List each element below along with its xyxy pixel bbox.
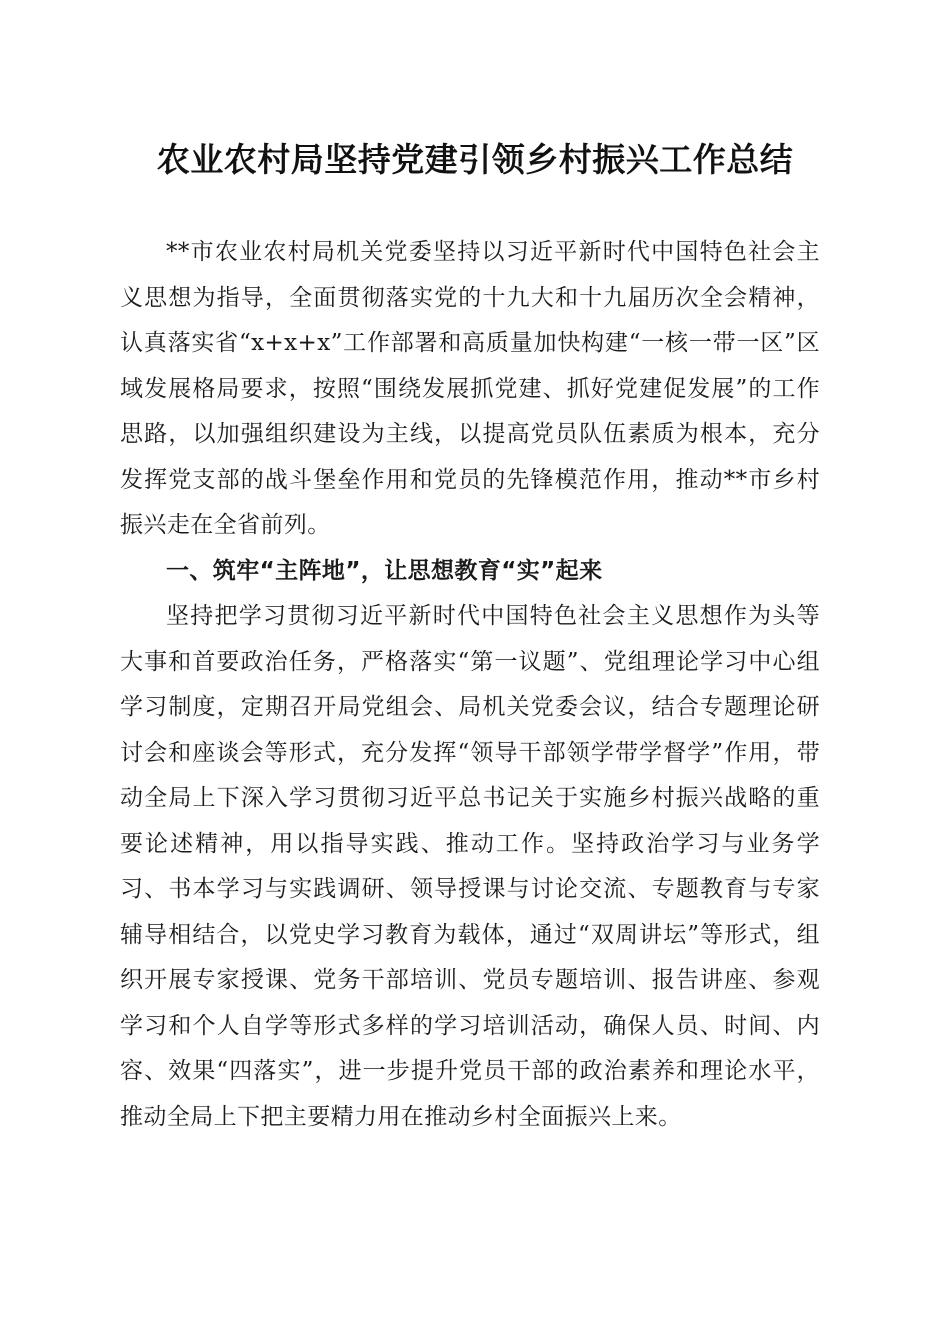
document-title: 农业农村局坚持党建引领乡村振兴工作总结 [156, 140, 794, 179]
document-body [120, 230, 820, 1140]
intro-paragraph: **市农业农村局机关党委坚持以习近平新时代中国特色社会主义思想为指导，全面贯彻落实党的十九大和十九届历次全会精神，认真落实省“x+x+x”工作部署和高质量加快构建“一核一带一区”区域发展格局要求，按照“围绕发展抓党建、抓好党建促发展”的工作思路，以加强组织建设为主线，以提高党员队伍素质为根本，充分发挥党支部的战斗堡垒作用和党员的先锋模范作用，推动**市乡村振兴走在全省前列。 [120, 239, 820, 538]
section-1-heading: 一、筑牢“主阵地”，让思想教育“实”起来 [166, 557, 603, 584]
section-1-paragraph: 坚持把学习贯彻习近平新时代中国特色社会主义思想作为头等大事和首要政治任务，严格落实“第一议题”、党组理论学习中心组学习制度，定期召开局党组会、局机关党委会议，结合专题理论研讨会和座谈会等形式，充分发挥“领导干部领学带学督学”作用，带动全局上下深入学习贯彻习近平总书记关于实施乡村振兴战略的重要论述精神，用以指导实践、推动工作。坚持政治学习与业务学习、书本学习与实践调研、领导授课与讨论交流、专题教育与专家辅导相结合，以党史学习教育为载体，通过“双周讲坛”等形式，组织开展专家授课、党务干部培训、党员专题培训、报告讲座、参观学习和个人自学等形式多样的学习培训活动，确保人员、时间、内容、效果“四落实”，进一步提升党员干部的政治素养和理论水平，推动全局上下把主要精力用在推动乡村全面振兴上来。 [120, 603, 820, 1130]
